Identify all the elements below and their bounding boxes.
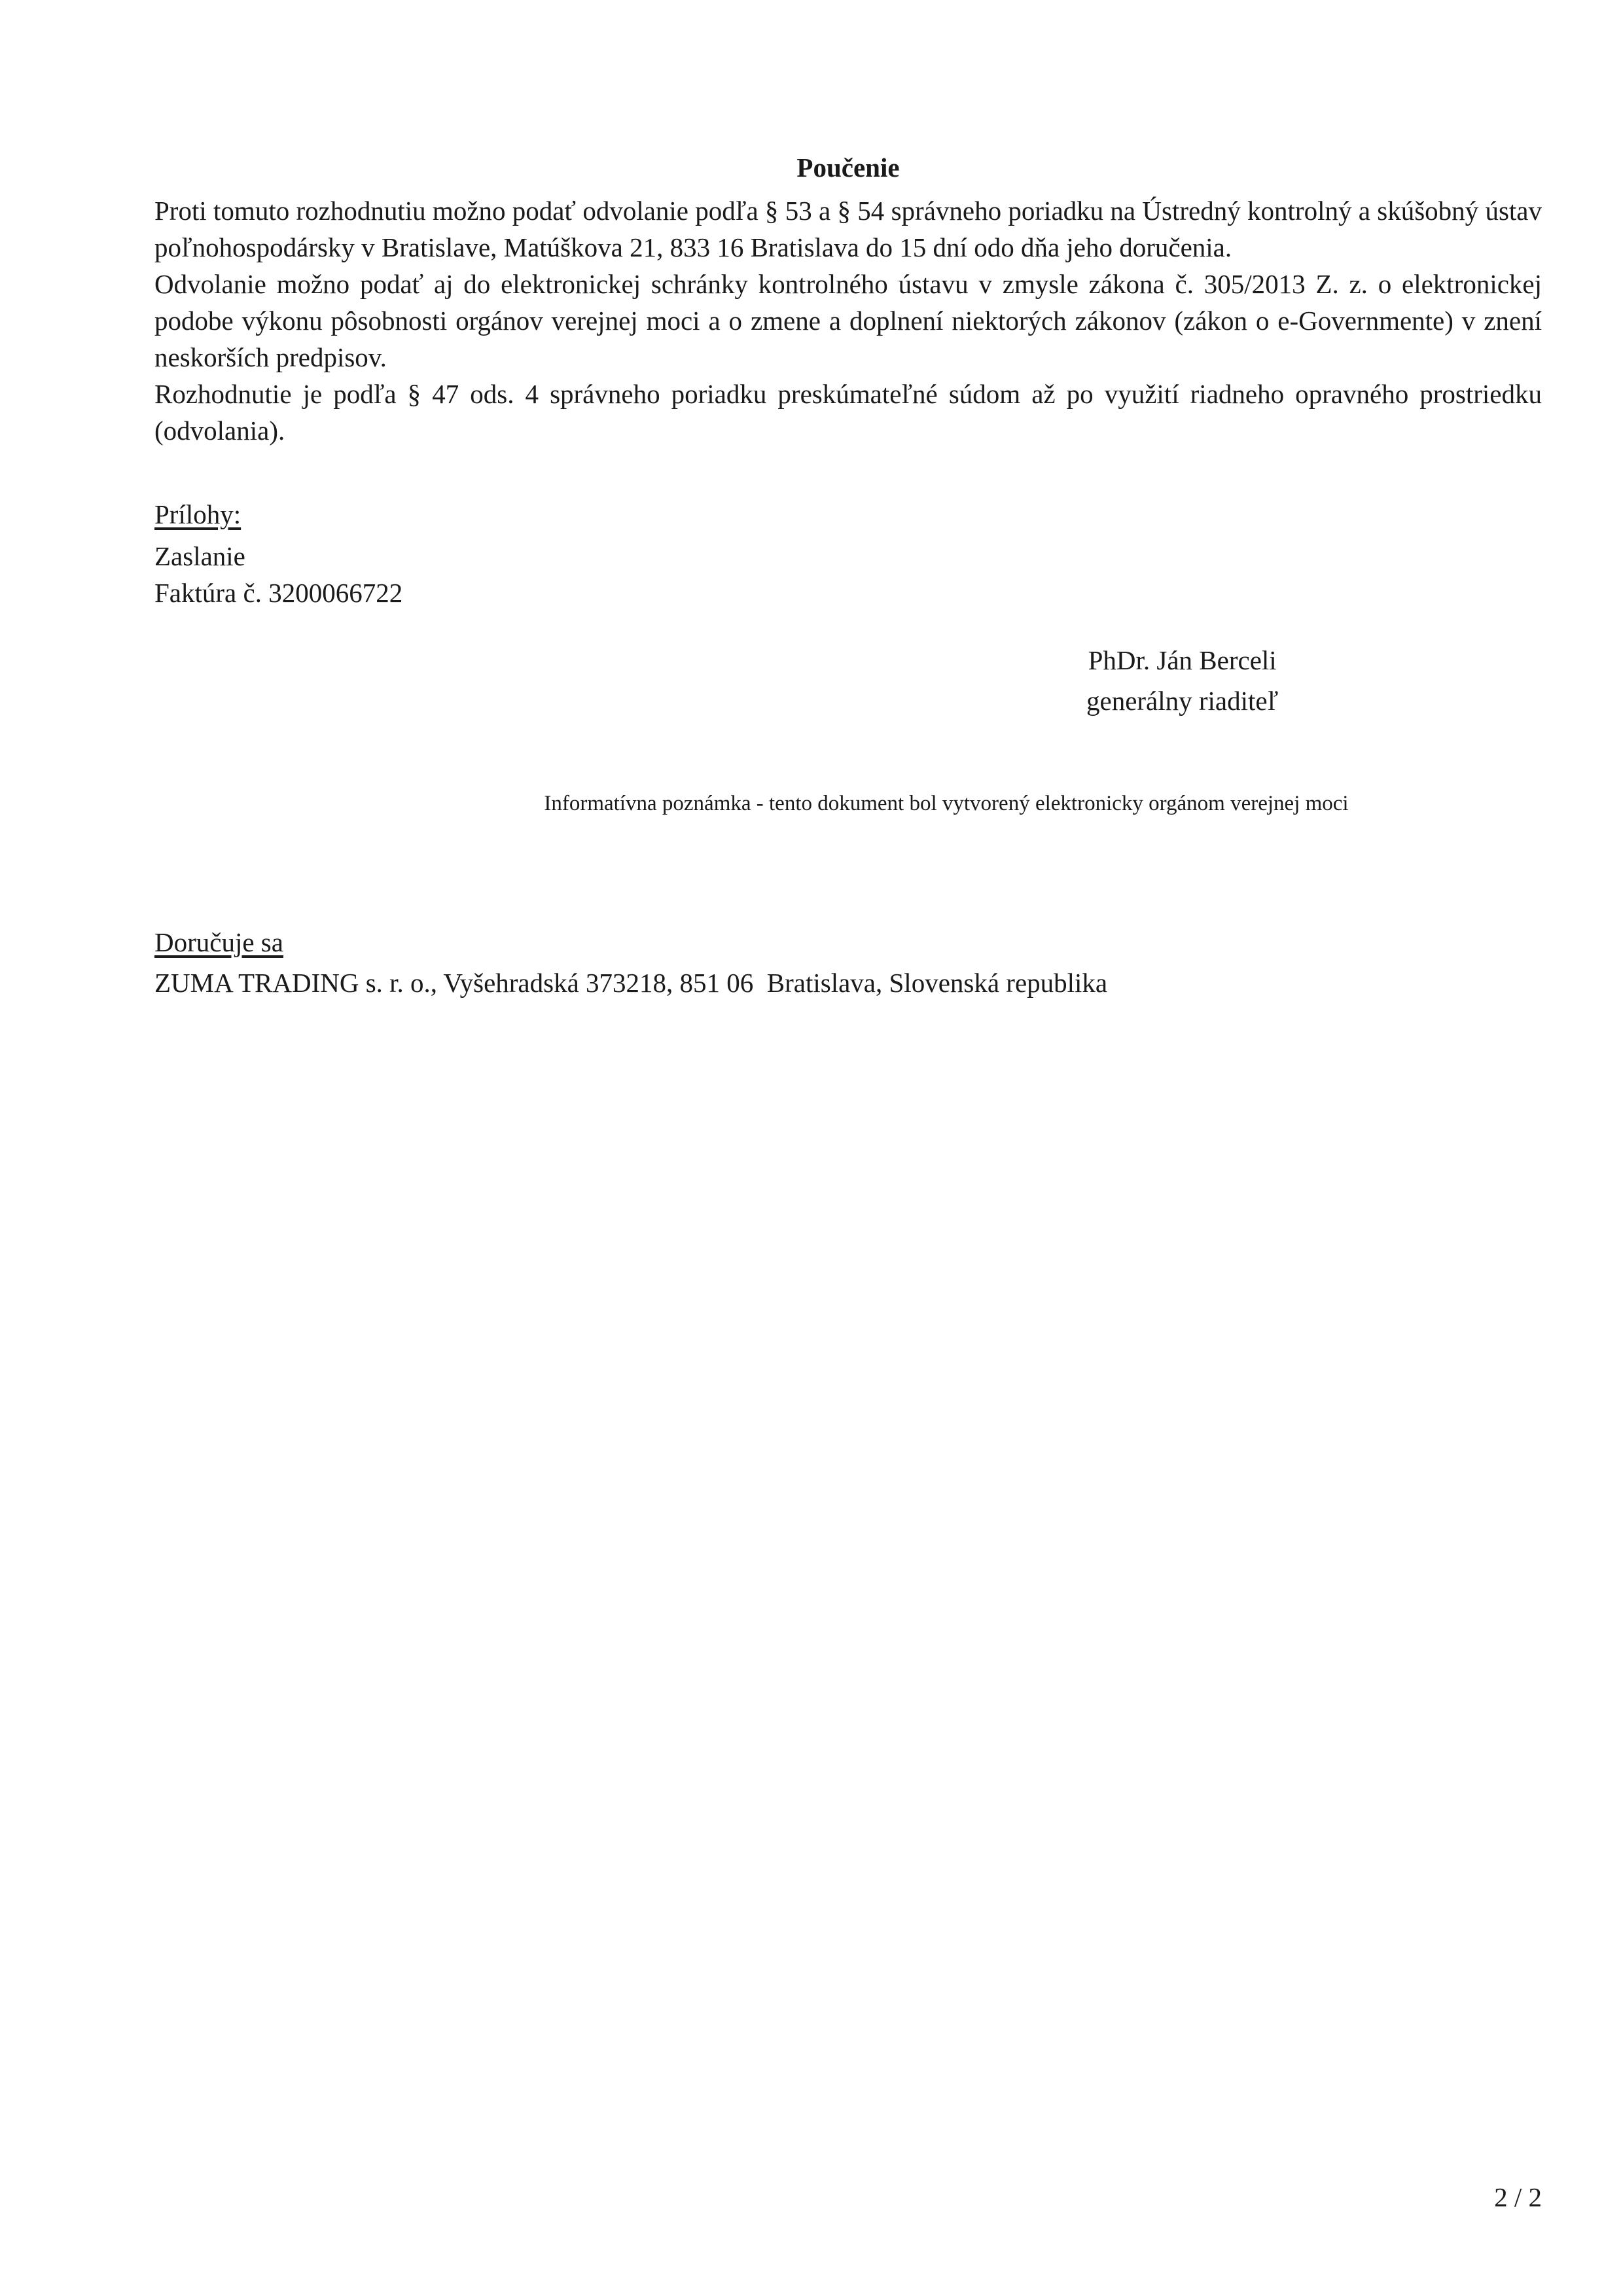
signatory-title: generálny riaditeľ	[1086, 686, 1279, 716]
attachment-item: Faktúra č. 3200066722	[154, 578, 403, 608]
instruction-text	[154, 192, 1542, 449]
attachment-item: Zaslanie	[154, 541, 245, 571]
electronic-appeal-paragraph: Odvolanie možno podať aj do elektronickej schránky kontrolného ústavu v zmysle zákona č. 305/2013 Z. z. o elektronickej podobe výkonu pôsobnosti orgánov verejnej moci a o zmene a doplnení niektorých zákonov (zákon o e-Governmente) v znení neskorších predpisov.	[154, 269, 1542, 372]
informative-note: Informatívna poznámka - tento dokument bol vytvorený elektronicky orgánom verejnej moci	[544, 792, 1349, 815]
attachments-label: Prílohy:	[154, 499, 241, 529]
signature-block	[1086, 640, 1278, 721]
court-review-paragraph: Rozhodnutie je podľa § 47 ods. 4 správneho poriadku preskúmateľné súdom až po využití riadneho opravného prostriedku (odvolania).	[154, 379, 1542, 446]
delivery-address: ZUMA TRADING s. r. o., Vyšehradská 373218, 851 06 Bratislava, Slovenská republika	[154, 968, 1108, 998]
section-heading: Poučenie	[796, 152, 900, 183]
delivery-label: Doručuje sa	[154, 927, 283, 957]
appeal-paragraph: Proti tomuto rozhodnutiu možno podať odvolanie podľa § 53 a § 54 správneho poriadku na Ústredný kontrolný a skúšobný ústav poľnohospodársky v Bratislave, Matúškova 21, 833 16 Bratislava do 15 dní odo dňa jeho doručenia.	[154, 196, 1542, 262]
page-number: 2 / 2	[1494, 2182, 1542, 2212]
signatory-name: PhDr. Ján Berceli	[1088, 645, 1277, 675]
attachments-list	[154, 538, 402, 611]
